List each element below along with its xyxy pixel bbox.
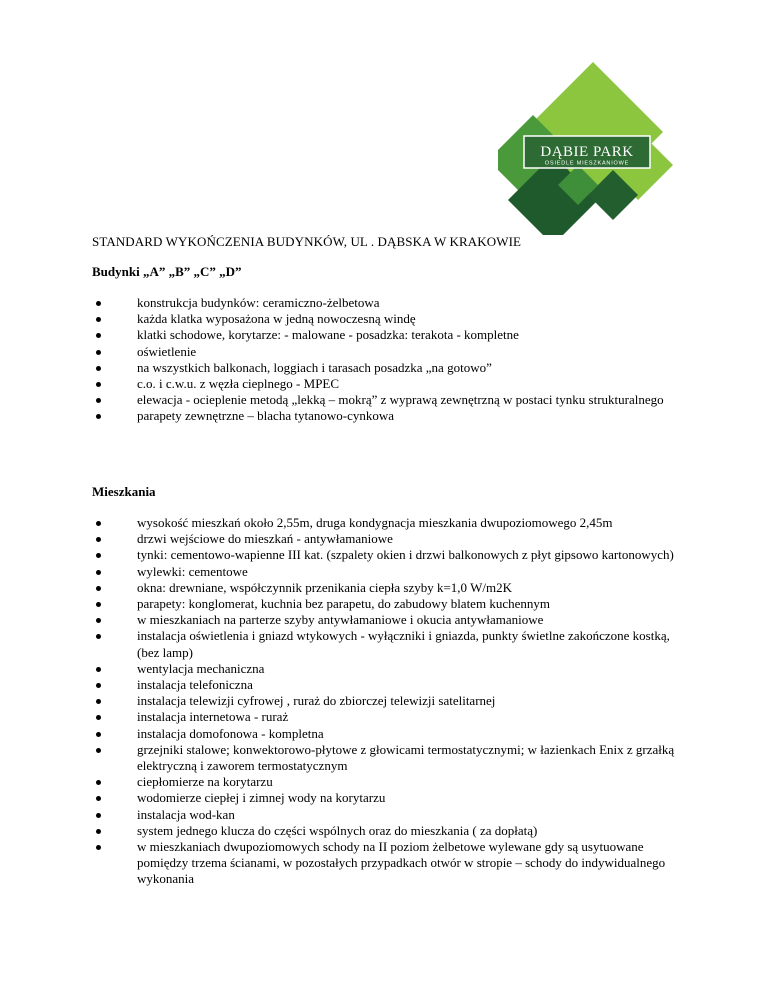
list-item: drzwi wejściowe do mieszkań - antywłamaniowe (92, 531, 692, 547)
section-apartments-list (92, 515, 692, 888)
list-item: w mieszkaniach na parterze szyby antywłamaniowe i okucia antywłamaniowe (92, 612, 692, 628)
list-item: instalacja internetowa - ruraż (92, 709, 692, 725)
list-item: elewacja - ocieplenie metodą „lekką – mokrą” z wyprawą zewnętrzną w postaci tynku strukturalnego (92, 392, 692, 408)
list-item: instalacja oświetlenia i gniazd wtykowych - wyłączniki i gniazda, punkty świetlne zakończone kostką, (bez lamp) (92, 628, 692, 660)
list-item: wylewki: cementowe (92, 564, 692, 580)
list-item: wentylacja mechaniczna (92, 661, 692, 677)
list-item: na wszystkich balkonach, loggiach i tarasach posadzka „na gotowo” (92, 360, 692, 376)
dabie-park-logo (498, 60, 673, 235)
list-item: wysokość mieszkań około 2,55m, druga kondygnacja mieszkania dwupoziomowego 2,45m (92, 515, 692, 531)
section-buildings-list (92, 295, 692, 425)
section-buildings-heading: Budynki „A” „B” „C” „D” (92, 264, 242, 279)
logo-brand-text: DĄBIE PARK (540, 144, 634, 160)
list-item: klatki schodowe, korytarze: - malowane - posadzka: terakota - kompletne (92, 327, 692, 343)
list-item: konstrukcja budynków: ceramiczno-żelbetowa (92, 295, 692, 311)
list-item: każda klatka wyposażona w jedną nowoczesną windę (92, 311, 692, 327)
list-item: system jednego klucza do części wspólnych oraz do mieszkania ( za dopłatą) (92, 823, 692, 839)
section-apartments-heading: Mieszkania (92, 484, 156, 499)
logo-tagline-text: OSIEDLE MIESZKANIOWE (544, 160, 630, 167)
list-item: ciepłomierze na korytarzu (92, 774, 692, 790)
list-item: okna: drewniane, współczynnik przenikania ciepła szyby k=1,0 W/m2K (92, 580, 692, 596)
document-title: STANDARD WYKOŃCZENIA BUDYNKÓW, UL . DĄBSKA W KRAKOWIE (92, 234, 522, 249)
list-item: wodomierze ciepłej i zimnej wody na korytarzu (92, 790, 692, 806)
list-item: instalacja telewizji cyfrowej , ruraż do zbiorczej telewizji satelitarnej (92, 693, 692, 709)
list-item: instalacja telefoniczna (92, 677, 692, 693)
list-item: c.o. i c.w.u. z węzła cieplnego - MPEC (92, 376, 692, 392)
list-item: parapety: konglomerat, kuchnia bez parapetu, do zabudowy blatem kuchennym (92, 596, 692, 612)
list-item: parapety zewnętrzne – blacha tytanowo-cynkowa (92, 408, 692, 424)
list-item: w mieszkaniach dwupoziomowych schody na II poziom żelbetowe wylewane gdy są usytuowane pomiędzy trzema ścianami, w pozostałych przypadkach otwór w stropie – schody do indywidualnego wykonania (92, 839, 692, 888)
list-item: tynki: cementowo-wapienne III kat. (szpalety okien i drzwi balkonowych z płyt gipsowo kartonowych) (92, 547, 692, 563)
list-item: oświetlenie (92, 344, 692, 360)
list-item: instalacja wod-kan (92, 807, 692, 823)
list-item: instalacja domofonowa - kompletna (92, 726, 692, 742)
list-item: grzejniki stalowe; konwektorowo-płytowe z głowicami termostatycznymi; w łazienkach Enix z grzałką elektryczną i zaworem termostatycznym (92, 742, 692, 774)
